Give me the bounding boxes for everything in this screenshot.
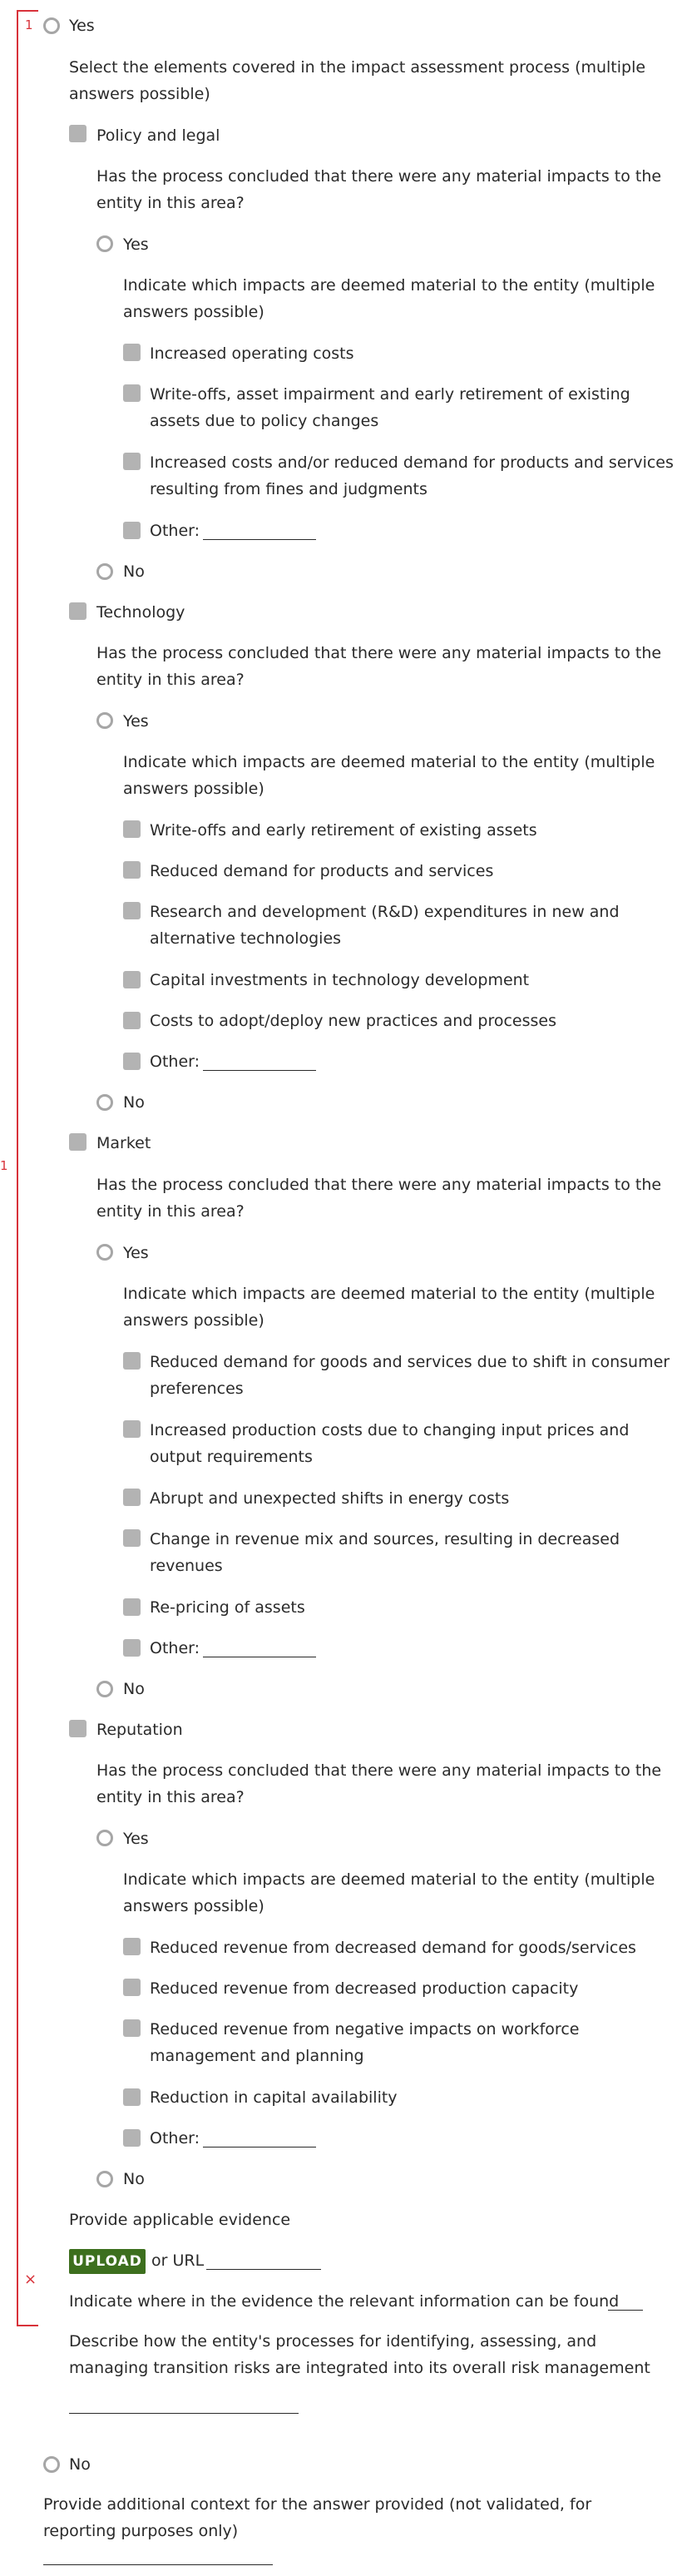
policy-legal-label: Policy and legal [96,126,220,145]
other-input[interactable] [203,2130,316,2147]
impact-label: Reduced demand for products and services [150,862,494,880]
radio-label: No [69,2455,91,2474]
other-input[interactable] [203,523,316,540]
reputation-material-yes-radio[interactable] [96,1830,113,1846]
other-impact-checkbox[interactable] [123,2129,141,2147]
integration-prompt: Describe how the entity's processes for identifying, assessing, and managing transition risks are integrated into its overall risk management [69,2332,650,2377]
reputation-checkbox[interactable] [69,1720,86,1737]
technology-label: Technology [96,603,185,622]
impacts-prompt: Indicate which impacts are deemed material to the entity (multiple answers possible) [123,1870,655,1915]
other-impact-checkbox[interactable] [123,522,141,539]
other-input[interactable] [203,1053,316,1071]
impact-label: Increased production costs due to changing input prices and output requirements [150,1421,630,1466]
impact-label: Costs to adopt/deploy new practices and processes [150,1012,556,1030]
other-label: Other: [150,1053,200,1071]
impacts-prompt: Indicate which impacts are deemed material to the entity (multiple answers possible) [123,1285,655,1330]
impact-label: Increased operating costs [150,344,354,363]
material-question: Has the process concluded that there were any material impacts to the entity in this area? [96,1176,662,1221]
context-input[interactable] [43,2564,273,2565]
required-marker: 1 [25,17,33,32]
impact-label: Reduced demand for goods and services due to shift in consumer preferences [150,1353,670,1398]
impact-checkbox[interactable] [123,1012,141,1029]
where-found-input[interactable] [608,2293,643,2311]
impact-checkbox[interactable] [123,971,141,988]
context-prompt: Provide additional context for the answer provided (not validated, for reporting purposes only) [43,2495,592,2540]
impact-checkbox[interactable] [123,2088,141,2106]
where-found-label: Indicate where in the evidence the relevant information can be found [69,2292,620,2311]
impacts-prompt: Indicate which impacts are deemed material to the entity (multiple answers possible) [123,276,655,321]
upload-button[interactable]: UPLOAD [69,2249,146,2274]
other-label: Other: [150,1639,200,1657]
impact-label: Reduction in capital availability [150,2088,398,2107]
impact-checkbox[interactable] [123,1979,141,1996]
market-label: Market [96,1134,151,1152]
policy-material-yes-radio[interactable] [96,235,113,252]
transition-assessment-yes-radio[interactable] [43,17,60,34]
market-material-no-radio[interactable] [96,1681,113,1697]
required-marker: 1 [0,1158,8,1173]
integration-input[interactable] [69,2413,299,2414]
radio-label: No [123,562,145,581]
impact-checkbox[interactable] [123,384,141,402]
other-impact-checkbox[interactable] [123,1639,141,1657]
impact-label: Change in revenue mix and sources, resulting in decreased revenues [150,1530,620,1575]
other-impact-checkbox[interactable] [123,1053,141,1070]
material-question: Has the process concluded that there were any material impacts to the entity in this area? [96,1761,662,1806]
impact-checkbox[interactable] [123,1489,141,1506]
other-label: Other: [150,522,200,540]
impact-label: Reduced revenue from negative impacts on workforce management and planning [150,2020,580,2065]
impact-label: Re-pricing of assets [150,1598,305,1617]
impact-label: Increased costs and/or reduced demand for products and services resulting from fines and judgments [150,453,674,498]
elements-prompt: Select the elements covered in the impact assessment process (multiple answers possible) [69,58,646,103]
required-section-bracket [17,10,38,2326]
error-icon: × [24,2271,37,2288]
impact-label: Research and development (R&D) expenditures in new and alternative technologies [150,903,620,948]
reputation-material-no-radio[interactable] [96,2171,113,2187]
radio-label: No [123,1680,145,1698]
impact-checkbox[interactable] [123,820,141,838]
policy-legal-checkbox[interactable] [69,125,86,142]
market-material-yes-radio[interactable] [96,1244,113,1261]
impact-label: Reduced revenue from decreased demand for goods/services [150,1939,636,1957]
impact-label: Capital investments in technology development [150,971,530,989]
impact-label: Write-offs and early retirement of existing assets [150,821,537,840]
other-label: Other: [150,2129,200,2147]
impact-checkbox[interactable] [123,902,141,919]
impact-checkbox[interactable] [123,1598,141,1616]
technology-material-no-radio[interactable] [96,1094,113,1111]
reputation-label: Reputation [96,1721,183,1739]
radio-label: Yes [123,1830,149,1848]
evidence-label: Provide applicable evidence [69,2211,291,2229]
impact-checkbox[interactable] [123,1938,141,1955]
other-input[interactable] [203,1640,316,1657]
material-question: Has the process concluded that there were any material impacts to the entity in this area? [96,167,662,212]
radio-label: Yes [123,712,149,731]
or-url-label: or URL [151,2252,205,2270]
market-checkbox[interactable] [69,1133,86,1151]
radio-label: Yes [123,235,149,254]
technology-checkbox[interactable] [69,602,86,620]
impact-checkbox[interactable] [123,453,141,470]
impact-checkbox[interactable] [123,2019,141,2037]
impact-label: Reduced revenue from decreased production capacity [150,1979,579,1998]
transition-assessment-no-radio[interactable] [43,2456,60,2473]
impact-checkbox[interactable] [123,861,141,879]
technology-material-yes-radio[interactable] [96,712,113,729]
radio-label: No [123,1093,145,1112]
radio-label: Yes [123,1244,149,1262]
impact-label: Abrupt and unexpected shifts in energy costs [150,1489,510,1508]
material-question: Has the process concluded that there were any material impacts to the entity in this area? [96,644,662,689]
radio-label: No [123,2170,145,2188]
impact-label: Write-offs, asset impairment and early retirement of existing assets due to policy changes [150,385,630,430]
impact-checkbox[interactable] [123,1420,141,1438]
radio-label: Yes [69,17,95,35]
policy-material-no-radio[interactable] [96,563,113,580]
url-input[interactable] [206,2252,321,2270]
impacts-prompt: Indicate which impacts are deemed material to the entity (multiple answers possible) [123,753,655,798]
impact-checkbox[interactable] [123,344,141,361]
impact-checkbox[interactable] [123,1352,141,1370]
impact-checkbox[interactable] [123,1529,141,1547]
